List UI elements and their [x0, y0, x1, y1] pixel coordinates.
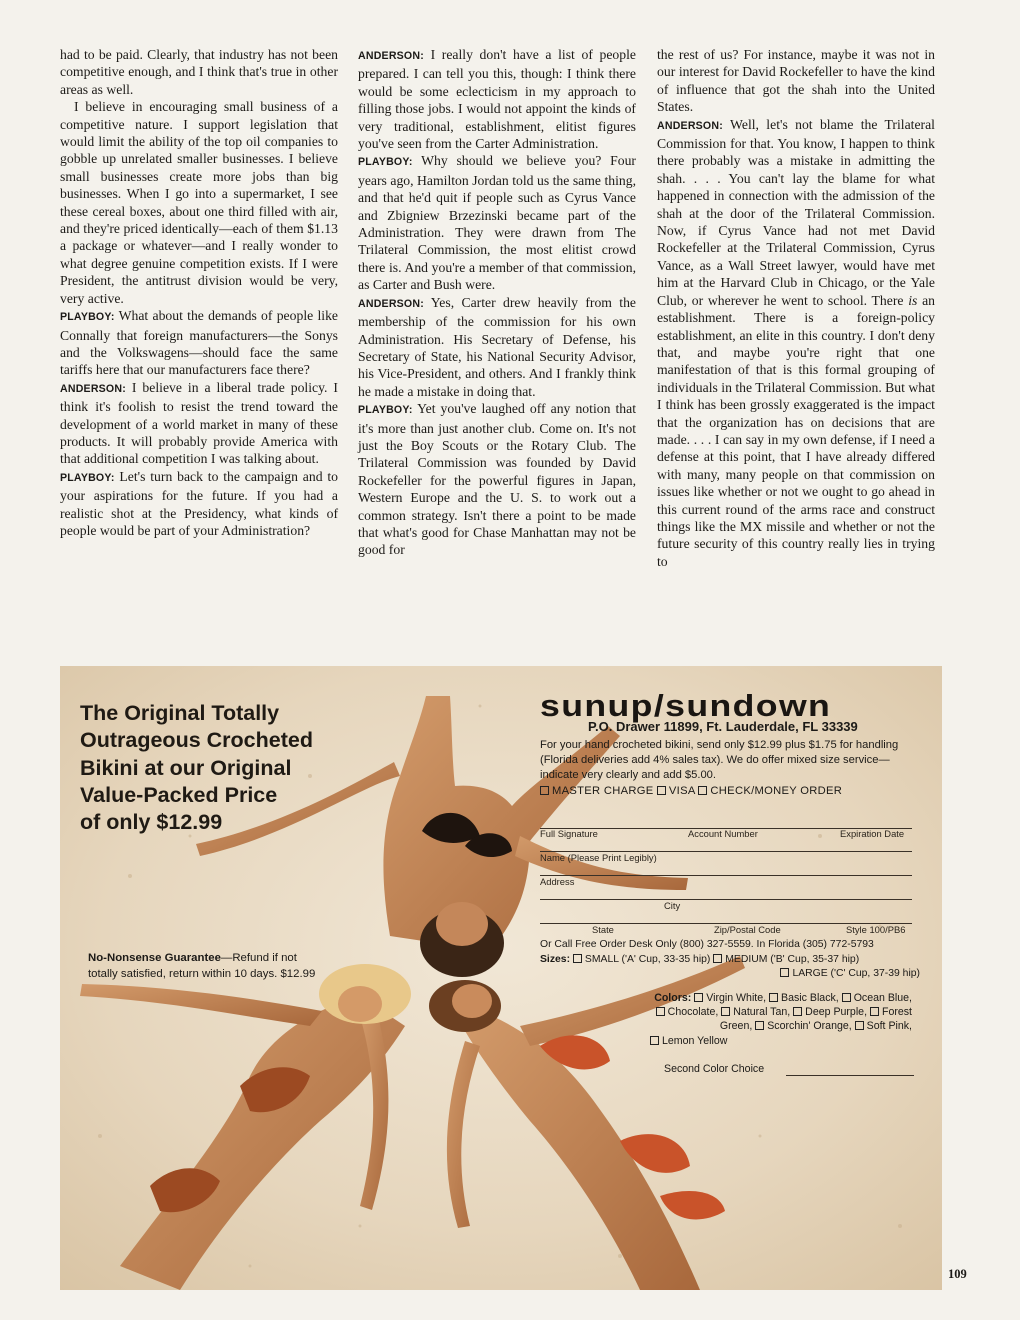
- paragraph: had to be paid. Clearly, that industry has not been competitive enough, and I think that's true in other areas as well.: [60, 47, 338, 97]
- color-label: Soft Pink,: [866, 1020, 912, 1033]
- color-label: Ocean Blue,: [853, 992, 912, 1004]
- order-desk-phone: Or Call Free Order Desk Only (800) 327-5559. In Florida (305) 772-5793: [540, 939, 874, 950]
- paragraph: [60, 307, 338, 379]
- color-label: Scorchin' Orange,: [767, 1020, 852, 1033]
- paragraph: [60, 468, 338, 540]
- speaker-label: PLAYBOY:: [358, 404, 413, 417]
- paragraph-text: Yes, Carter drew heavily from the membership of the commission for his own Administration. His Secretary of Defense, his Secretary of State, his National Security Advisor, his Vice-President, and others. And I frankly think he made a mistake in doing that.: [358, 294, 637, 399]
- paragraph-text: Well, let's not blame the Trilateral Commission for that. You know, I happen to think there probably was a mistake in admitting the shah. . . . You can't lay the blame for what happened in connection with the admission of the shah at the door of the Trilateral Commission. Now, if Cyrus Vance had not met David Rockefeller at the Trilateral Commission, Cyrus Vance, as a Wall Street lawyer, would have met him at the Harvard Club in Chicago, or the Yale Club, or wherever he went to school. There: [657, 116, 935, 308]
- article-column-2: [358, 46, 636, 559]
- paragraph: [657, 116, 935, 571]
- checkbox-color[interactable]: [842, 993, 851, 1002]
- article-column-3: [657, 46, 935, 570]
- speaker-label: PLAYBOY:: [60, 471, 115, 484]
- speaker-label: PLAYBOY:: [60, 311, 115, 324]
- paragraph-text: I really don't have a list of people prepared. I can tell you this, though: I think there would be some eclecticism in my approach to filling those jobs. I would not appoint the kinds of very traditional, establishment, elitist figures you've seen from the Carter Administration.: [358, 47, 636, 152]
- guarantee-body: —Refund if not totally satisfied, return within 10 days. $12.99: [88, 952, 316, 980]
- checkbox-color[interactable]: [755, 1021, 764, 1030]
- form-label: City: [664, 900, 681, 911]
- form-label: Address: [540, 876, 575, 887]
- address-line[interactable]: [540, 875, 912, 876]
- speaker-label: ANDERSON:: [358, 50, 424, 62]
- paragraph: the rest of us? For instance, maybe it was not in our interest for David Rockefeller to have the kind of influence that got the shah into the United States.: [657, 47, 935, 115]
- speaker-label: PLAYBOY:: [358, 156, 413, 169]
- paragraph: [358, 152, 636, 293]
- checkbox-color[interactable]: [769, 993, 778, 1002]
- checkbox-color[interactable]: [721, 1007, 730, 1016]
- payment-options: [540, 785, 842, 797]
- article-column-1: [60, 46, 338, 539]
- color-label: Chocolate,: [667, 1006, 719, 1019]
- checkbox-color[interactable]: [870, 1007, 879, 1016]
- payment-option-label: VISA: [668, 785, 695, 797]
- payment-option-label: CHECK/MONEY ORDER: [710, 785, 843, 797]
- speaker-label: ANDERSON:: [358, 297, 424, 310]
- color-line: [650, 1034, 912, 1048]
- color-label: Natural Tan,: [733, 1006, 791, 1019]
- speaker-label: ANDERSON:: [657, 119, 723, 132]
- checkbox-color[interactable]: [656, 1007, 665, 1016]
- city-line[interactable]: [540, 899, 912, 900]
- form-label: Name (Please Print Legibly): [540, 852, 657, 863]
- color-label: Basic Black,: [781, 992, 839, 1004]
- color-label: Forest Green,: [719, 1006, 912, 1033]
- paragraph-text: Yet you've laughed off any notion that it's more than just another club. Come on. It's not just the Boy Scouts or the Rotary Club. The Trilateral Commission was founded by David Rockefeller for the powerful figures in Japan, Western Europe and the U. S. to work out a common strategy. Isn't there a point to be made that what's good for Chase Manhattan may not be good for: [358, 401, 636, 558]
- headline-line: The Original Totally: [80, 701, 280, 725]
- checkbox-color[interactable]: [694, 993, 703, 1002]
- paragraph: [60, 379, 338, 468]
- guarantee-text: [88, 951, 328, 982]
- size-label: LARGE ('C' Cup, 37-39 hip): [792, 968, 920, 979]
- checkbox-size-medium[interactable]: [713, 954, 722, 963]
- guarantee-title: No-Nonsense Guarantee: [88, 952, 221, 964]
- headline-line: of only $12.99: [80, 810, 223, 835]
- form-label: Account Number: [688, 828, 758, 839]
- paragraph: [358, 46, 636, 152]
- paragraph-text: What about the demands of people like Connally that foreign manufacturers—the Sonys and the Volkswagens—should face the same tariffs here that our manufacturers face there?: [60, 308, 338, 378]
- mailing-address: P.O. Drawer 11899, Ft. Lauderdale, FL 33339: [588, 719, 858, 734]
- checkbox-check-money-order[interactable]: [698, 786, 707, 795]
- form-label: Style 100/PB6: [846, 924, 906, 935]
- brand-logo: sunup/sundown: [540, 688, 832, 723]
- paragraph-text: Let's turn back to the campaign and to your aspirations for the future. If you had a realistic shot at the Presidency, what kinds of people would be part of your Administration?: [60, 468, 339, 538]
- sizes-label: Sizes:: [540, 954, 571, 965]
- checkbox-size-small[interactable]: [573, 954, 582, 963]
- payment-option-label: MASTER CHARGE: [552, 785, 654, 797]
- size-line: [540, 967, 920, 981]
- paragraph: I believe in encouraging small business of a competitive nature. I support legislation that would limit the ability of the top oil companies to gobble up unrelated smaller businesses. I believe small businesses create more jobs than big businesses. When I go into a supermarket, I see these cereal boxes, about one third filled with air, and they're priced identically—each of them $1.13 a package or whatever—and I really wonder to what degree genuine competition exists. If I were President, the antitrust division would be very, very active.: [60, 99, 338, 306]
- checkbox-visa[interactable]: [657, 786, 666, 795]
- checkbox-size-large[interactable]: [780, 968, 789, 977]
- page-number: 109: [948, 1267, 967, 1281]
- paragraph: [358, 400, 636, 559]
- speaker-label: ANDERSON:: [60, 382, 126, 395]
- checkbox-color[interactable]: [855, 1021, 864, 1030]
- color-label: Virgin White,: [706, 992, 767, 1004]
- checkbox-master-charge[interactable]: [540, 786, 549, 795]
- size-label: MEDIUM ('B' Cup, 35-37 hip): [725, 954, 860, 965]
- headline-line: Value-Packed Price: [80, 782, 278, 807]
- bikini-advertisement: [60, 666, 942, 1290]
- colors-label: Colors:: [654, 992, 692, 1004]
- paragraph-text: an establishment. There is a foreign-policy establishment, an elite in this country. I don't deny that, and maybe you're right that one manifestation of that is this formal grouping of individuals in the Trilateral Commission. But what I think has been grossly exaggerated is the impact that the organization has on decisions that are made. . . . I can say in my own defense, if I need a defense at this point, that I have already differed with many, many people on that commission on issues like whether or not we ought to go ahead in this current round of the arms race and construct things like the MX missile and whether or not the future security of this country really lies in trying to: [657, 292, 935, 569]
- form-label: Full Signature: [540, 828, 598, 839]
- headline-line: Outrageous Crocheted: [80, 728, 313, 753]
- checkbox-color[interactable]: [793, 1007, 802, 1016]
- form-label: Zip/Postal Code: [714, 924, 781, 935]
- second-color-choice: [664, 1063, 764, 1075]
- size-options: [540, 953, 920, 981]
- second-color-line[interactable]: [786, 1075, 914, 1076]
- checkbox-color[interactable]: [650, 1036, 659, 1045]
- ad-headline: [80, 700, 380, 836]
- second-choice-label: Second Color Choice: [664, 1063, 765, 1075]
- paragraph: [358, 294, 636, 400]
- form-label: Expiration Date: [840, 828, 905, 839]
- emphasis: is: [908, 292, 918, 308]
- offer-text: For your hand crocheted bikini, send only $12.99 plus $1.75 for handling (Florida deliveries add 4% sales tax). We do offer mixed size service—indicate very clearly and add $5.00.: [540, 739, 899, 782]
- paragraph-text: I believe in a liberal trade policy. I think it's foolish to resist the trend toward the development of a world market in many of these products. It will probably provide America with that additional competition I was talking about.: [60, 379, 338, 467]
- form-label: State: [592, 924, 614, 935]
- color-label: Lemon Yellow: [662, 1034, 728, 1047]
- paragraph-text: Why should we believe you? Four years ago, Hamilton Jordan told us the same thing, and that he'd quit if people such as Cyrus Vance and Zbigniew Brzezinski became part of the Administration. They were drawn from The Trilateral Commission, the most elitist crowd there is. And you're a member of that commission, as Carter and Bush were.: [358, 153, 636, 293]
- color-options: [650, 991, 912, 1048]
- size-label: SMALL ('A' Cup, 33-35 hip): [584, 954, 711, 965]
- color-label: Deep Purple,: [805, 1006, 868, 1019]
- headline-line: Bikini at our Original: [80, 755, 292, 780]
